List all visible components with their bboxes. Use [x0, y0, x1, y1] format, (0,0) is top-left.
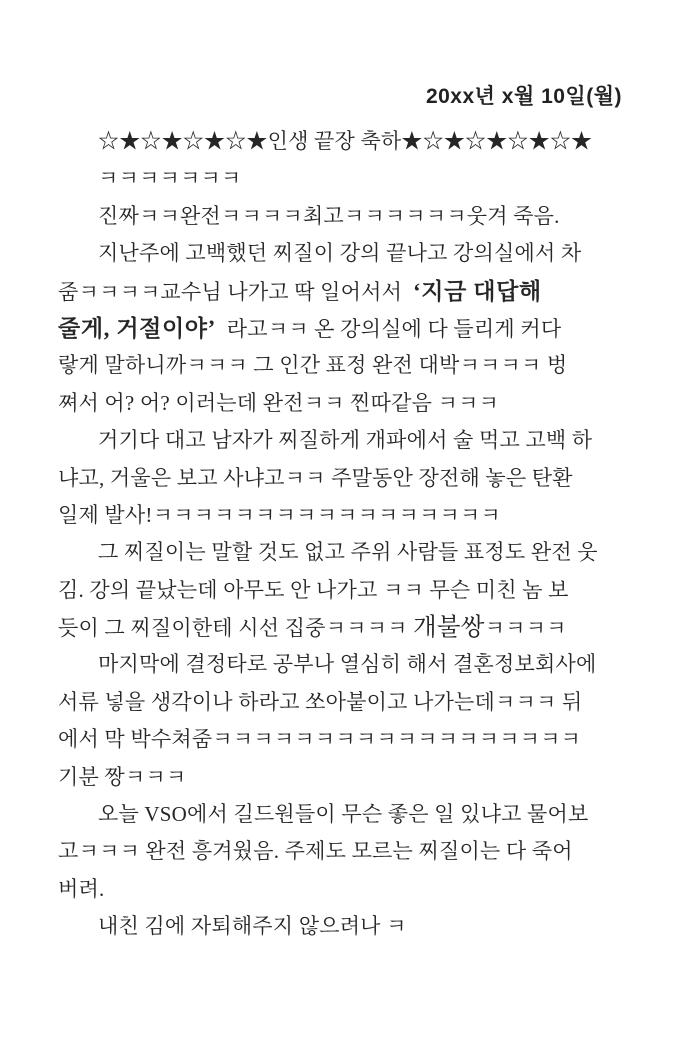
body-text: 일제 발사!ㅋㅋㅋㅋㅋㅋㅋㅋㅋㅋㅋㅋㅋㅋㅋㅋㅋ — [58, 502, 501, 527]
text-line — [58, 160, 622, 197]
body-text: 내친 김에 자퇴해주지 않으려나 ㅋ — [98, 914, 407, 939]
text-line — [58, 908, 622, 945]
body-text: 오늘 VSO에서 길드원들이 무슨 좋은 일 있냐고 물어보 — [98, 802, 589, 827]
text-line — [58, 684, 622, 721]
text-line — [58, 871, 622, 908]
text-line — [58, 721, 622, 758]
body-text: 마지막에 결정타로 공부나 열심히 해서 결혼정보회사에 — [98, 652, 597, 677]
bold-quote-text: ‘지금 대답해 — [413, 278, 542, 304]
body-text: ☆★☆★☆★☆★인생 끝장 축하★☆★☆★☆★☆★ — [98, 129, 593, 153]
body-text: 라고ㅋㅋ 온 강의실에 다 들리게 커다 — [215, 316, 562, 341]
text-line — [58, 646, 622, 683]
body-text: 쪄서 어? 어? 이러는데 완전ㅋㅋ 찐따같음 ㅋㅋㅋ — [58, 390, 499, 415]
body-text: 냐고, 거울은 보고 사냐고ㅋㅋ 주말동안 장전해 놓은 탄환 — [58, 465, 573, 490]
body-text: 버려. — [58, 876, 105, 901]
body-text: ㅋㅋㅋㅋㅋㅋㅋ — [98, 166, 242, 191]
text-line — [58, 422, 622, 459]
text-line — [58, 796, 622, 833]
text-line — [58, 833, 622, 870]
body-text: 랗게 말하니까ㅋㅋㅋ 그 인간 표정 완전 대박ㅋㅋㅋㅋ 벙 — [58, 353, 568, 378]
text-line — [58, 460, 622, 497]
text-line — [58, 572, 622, 609]
body-text: 거기다 대고 남자가 찌질하게 개파에서 술 먹고 고백 하 — [98, 428, 593, 453]
bold-quote-text: 줄게, 거절이야’ — [58, 315, 216, 341]
text-line — [58, 347, 622, 384]
text-line — [58, 310, 622, 347]
body-text: 김. 강의 끝났는데 아무도 안 나가고 ㅋㅋ 무슨 미친 놈 보 — [58, 577, 569, 602]
body-text: 듯이 그 찌질이한테 시선 집중ㅋㅋㅋㅋ — [58, 616, 414, 641]
diary-entry — [58, 84, 622, 946]
text-line — [58, 759, 622, 796]
body-text: ㅋㅋㅋㅋ — [484, 616, 567, 641]
body-text: 그 찌질이는 말할 것도 없고 주위 사람들 표정도 완전 웃 — [98, 540, 598, 565]
diary-date: 20xx년 x월 10일(월) — [425, 85, 622, 108]
emphasized-text: 개불쌍 — [413, 614, 485, 642]
body-text: 고ㅋㅋㅋ 완전 흥겨웠음. 주제도 모르는 찌질이는 다 죽어 — [58, 839, 573, 864]
text-line — [58, 273, 622, 310]
text-line — [58, 609, 622, 646]
text-line — [58, 534, 622, 571]
body-text: 기분 짱ㅋㅋㅋ — [58, 764, 187, 789]
body-text: 에서 막 박수쳐줌ㅋㅋㅋㅋㅋㅋㅋㅋㅋㅋㅋㅋㅋㅋㅋㅋㅋㅋ — [58, 727, 582, 752]
body-text: 진짜ㅋㅋ완전ㅋㅋㅋㅋ최고ㅋㅋㅋㅋㅋㅋ웃겨 죽음. — [98, 203, 560, 228]
body-text: 지난주에 고백했던 찌질이 강의 끝나고 강의실에서 차 — [98, 241, 582, 266]
body-text: 줌ㅋㅋㅋㅋ교수님 나가고 딱 일어서서 — [58, 279, 414, 304]
text-line — [58, 385, 622, 422]
diary-lines — [58, 123, 622, 946]
text-line — [58, 198, 622, 235]
body-text: 서류 넣을 생각이나 하라고 쏘아붙이고 나가는데ㅋㅋㅋ 뒤 — [58, 689, 583, 714]
text-line — [58, 235, 622, 272]
text-line — [58, 123, 622, 160]
text-line — [58, 497, 622, 534]
